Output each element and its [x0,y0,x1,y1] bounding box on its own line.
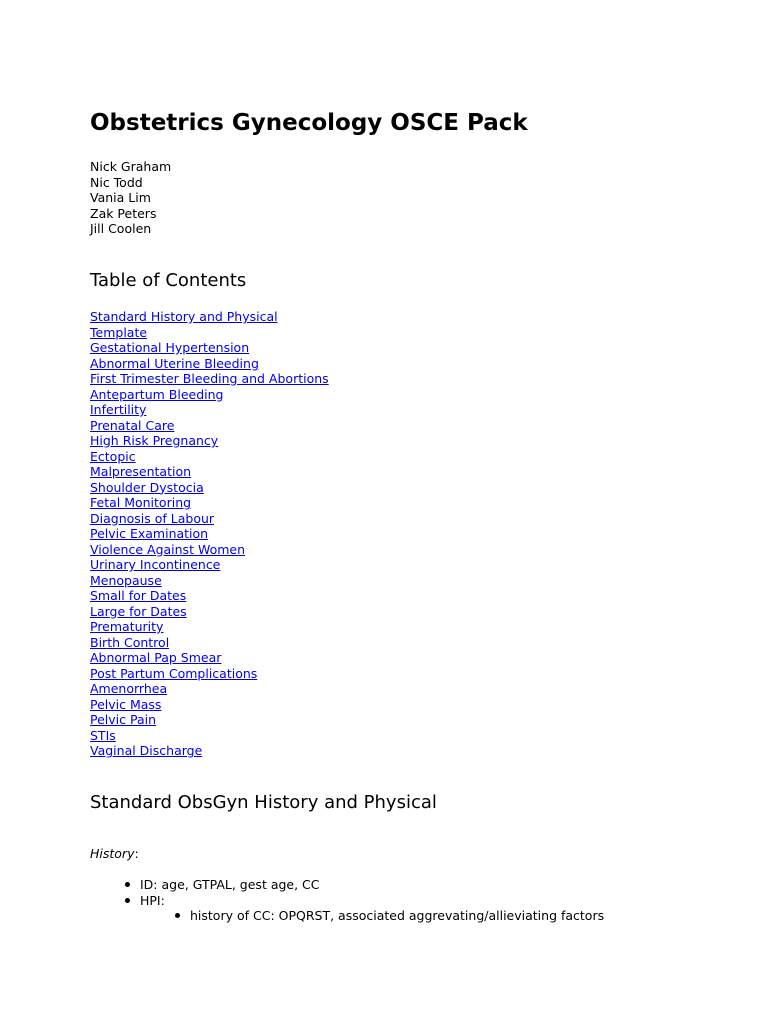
toc-link[interactable]: Fetal Monitoring [90,495,192,510]
history-bullet: HPI: [140,892,165,908]
toc-item [90,635,329,651]
toc-item [90,402,329,418]
toc-link[interactable]: Post Partum Complications [90,665,258,681]
toc-link[interactable]: Amenorrhea [90,681,168,696]
toc-link[interactable]: Shoulder Dystocia [90,479,204,495]
history-sub-bullet: history of CC: OPQRST, associated aggrevating/allieviating factors [90,908,604,924]
author-list [90,159,171,237]
toc-item [90,604,329,620]
toc-link[interactable]: Standard History and Physical [90,309,278,324]
toc-item [90,433,329,449]
toc-link[interactable]: Large for Dates [90,603,187,619]
toc-item [90,418,329,434]
toc-link[interactable]: Birth Control [90,634,170,650]
toc-item [90,464,329,480]
toc-item [90,697,329,713]
toc-item [90,681,329,697]
author-name: Nic Todd [90,174,143,190]
toc-item [90,619,329,635]
toc-link[interactable]: Diagnosis of Labour [90,510,215,526]
toc-link[interactable]: Abnormal Pap Smear [90,650,222,665]
toc-item [90,371,329,387]
toc-link[interactable]: Vaginal Discharge [90,743,203,758]
toc-link[interactable]: Prematurity [90,619,164,634]
toc-link[interactable]: Menopause [90,572,162,588]
toc-item [90,480,329,496]
toc-item [90,650,329,666]
toc-item [90,526,329,542]
history-label-text: History [90,846,135,861]
toc-link[interactable]: Template [90,324,148,340]
history-bullet: ID: age, GTPAL, gest age, CC [90,877,604,893]
toc-link[interactable]: Ectopic [90,448,136,464]
author-name: Nick Graham [90,159,172,174]
toc-link[interactable]: Prenatal Care [90,417,175,433]
history-bullet-item [90,893,604,924]
toc-item [90,309,329,325]
author-name: Vania Lim [90,190,151,205]
toc-item [90,449,329,465]
toc-item [90,511,329,527]
toc-link[interactable]: Pelvic Mass [90,696,162,712]
toc-item [90,573,329,589]
toc-link[interactable]: Antepartum Bleeding [90,386,224,402]
toc-item [90,340,329,356]
toc-item [90,588,329,604]
toc-item [90,325,329,341]
toc-link[interactable]: Malpresentation [90,464,192,479]
document-title: Obstetrics Gynecology OSCE Pack [90,110,528,136]
toc-link[interactable]: Pelvic Examination [90,526,209,541]
history-sub-list [140,908,604,924]
toc-list [90,309,329,759]
toc-link[interactable]: Small for Dates [90,588,187,603]
toc-link[interactable]: Violence Against Women [90,541,246,557]
toc-heading: Table of Contents [90,270,247,291]
history-label [90,846,139,861]
toc-item [90,743,329,759]
toc-item [90,495,329,511]
history-label-colon: : [134,846,139,861]
toc-link[interactable]: Gestational Hypertension [90,340,250,355]
toc-link[interactable]: STIs [90,727,116,743]
author-name: Zak Peters [90,205,157,221]
toc-item [90,387,329,403]
toc-item [90,356,329,372]
toc-item [90,712,329,728]
toc-item [90,666,329,682]
toc-link[interactable]: First Trimester Bleeding and Abortions [90,371,329,386]
toc-link[interactable]: Infertility [90,402,147,417]
toc-link[interactable]: Urinary Incontinence [90,557,221,572]
toc-item [90,557,329,573]
history-bullet-list [90,877,604,924]
toc-link[interactable]: High Risk Pregnancy [90,433,219,448]
toc-link[interactable]: Abnormal Uterine Bleeding [90,355,259,371]
toc-link[interactable]: Pelvic Pain [90,712,157,727]
author-name: Jill Coolen [90,221,152,236]
toc-item [90,542,329,558]
toc-item [90,728,329,744]
section-heading: Standard ObsGyn History and Physical [90,792,437,813]
